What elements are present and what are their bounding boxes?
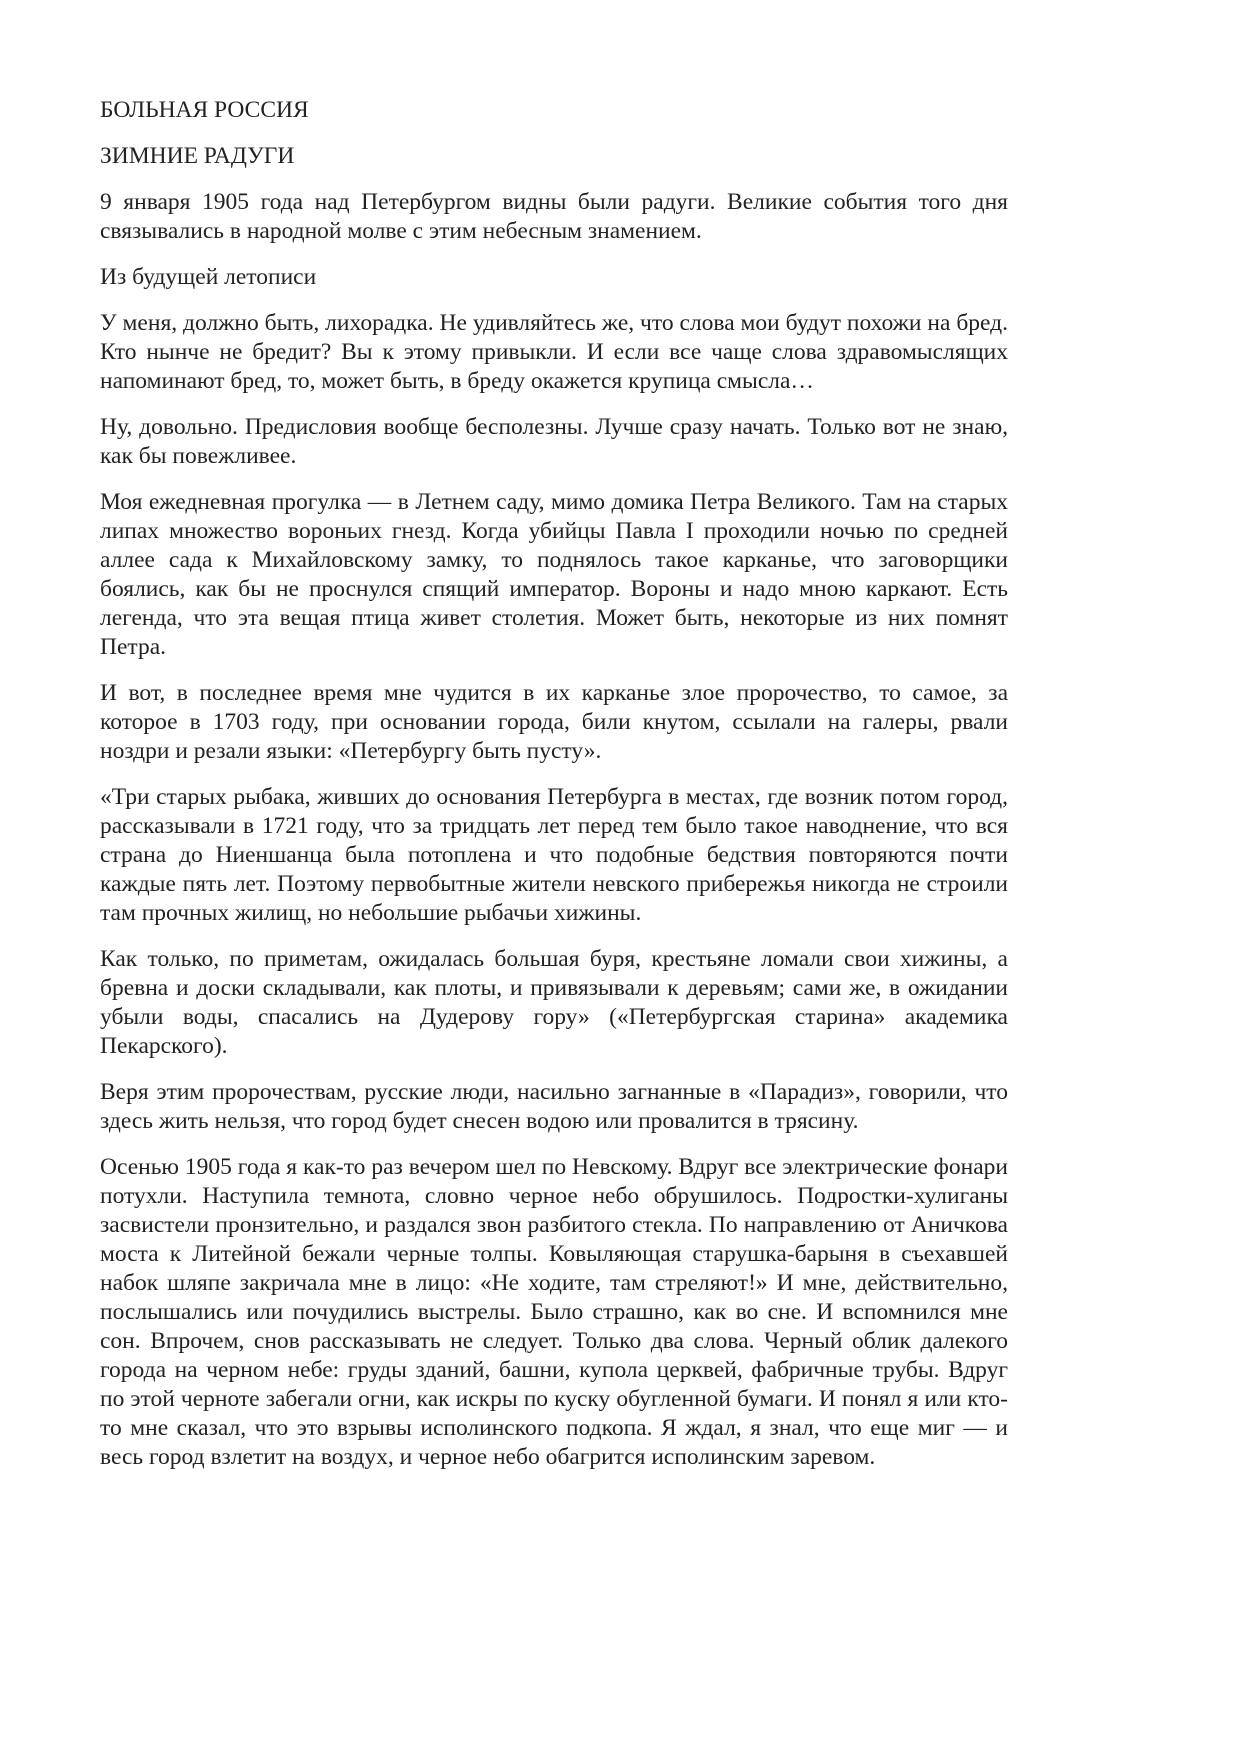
paragraph: «Три старых рыбака, живших до основания Петербурга в местах, где возник потом город, рассказывали в 1721 году, что за тридцать лет перед тем было такое наводнение, что вся страна до Ниеншанца была потоплена и что подобные бедствия повторяются почти каждые пять лет. Поэтому первобытные жители невского прибережья никогда не строили там прочных жилищ, но небольшие рыбачьи хижины.: [100, 784, 1008, 926]
paragraph: Веря этим пророчествам, русские люди, насильно загнанные в «Парадиз», говорили, что здесь жить нельзя, что город будет снесен водою или провалится в трясину.: [100, 1079, 1008, 1134]
paragraph: Моя ежедневная прогулка — в Летнем саду, мимо домика Петра Великого. Там на старых липах множество вороньих гнезд. Когда убийцы Павла I проходили ночью по средней аллее сада к Михайловскому замку, то поднялось такое карканье, что заговорщики боялись, как бы не проснулся спящий император. Вороны и надо мною каркают. Есть легенда, что эта вещая птица живет столетия. Может быть, некоторые из них помнят Петра.: [100, 489, 1008, 660]
paragraph: И вот, в последнее время мне чудится в их карканье злое пророчество, то самое, за которое в 1703 году, при основании города, били кнутом, ссылали на галеры, рвали ноздри и резали языки: «Петербургу быть пусту».: [100, 680, 1008, 764]
document-page: [100, 96, 1008, 1489]
document-title: БОЛЬНАЯ РОССИЯ: [100, 97, 309, 123]
epigraph: 9 января 1905 года над Петербургом видны были радуги. Великие события того дня связывались в народной молве с этим небесным знамением.: [100, 189, 1008, 244]
chapter-title: ЗИМНИЕ РАДУГИ: [100, 143, 295, 169]
epigraph-source: Из будущей летописи: [100, 264, 317, 290]
paragraph: У меня, должно быть, лихорадка. Не удивляйтесь же, что слова мои будут похожи на бред. Кто нынче не бредит? Вы к этому привыкли. И если все чаще слова здравомыслящих напоминают бред, то, может быть, в бреду окажется крупица смысла…: [100, 310, 1008, 394]
paragraph: Осенью 1905 года я как-то раз вечером шел по Невскому. Вдруг все электрические фонари потухли. Наступила темнота, словно черное небо обрушилось. Подростки-хулиганы засвистели пронзительно, и раздался звон разбитого стекла. По направлению от Аничкова моста к Литейной бежали черные толпы. Ковыляющая старушка-барыня в съехавшей набок шляпе закричала мне в лицо: «Не ходите, там стреляют!» И мне, действительно, послышались или почудились выстрелы. Было страшно, как во сне. И вспомнился мне сон. Впрочем, снов рассказывать не следует. Только два слова. Черный облик далекого города на черном небе: груды зданий, башни, купола церквей, фабричные трубы. Вдруг по этой черноте забегали огни, как искры по куску обугленной бумаги. И понял я или кто-то мне сказал, что это взрывы исполинского подкопа. Я ждал, я знал, что еще миг — и весь город взлетит на воздух, и черное небо обагрится исполинским заревом.: [100, 1154, 1008, 1470]
paragraph: Как только, по приметам, ожидалась большая буря, крестьяне ломали свои хижины, а бревна и доски складывали, как плоты, и привязывали к деревьям; сами же, в ожидании убыли воды, спасались на Дудерову гору» («Петербургская старина» академика Пекарского).: [100, 946, 1008, 1059]
paragraph: Ну, довольно. Предисловия вообще бесполезны. Лучше сразу начать. Только вот не знаю, как бы повежливее.: [100, 414, 1008, 469]
